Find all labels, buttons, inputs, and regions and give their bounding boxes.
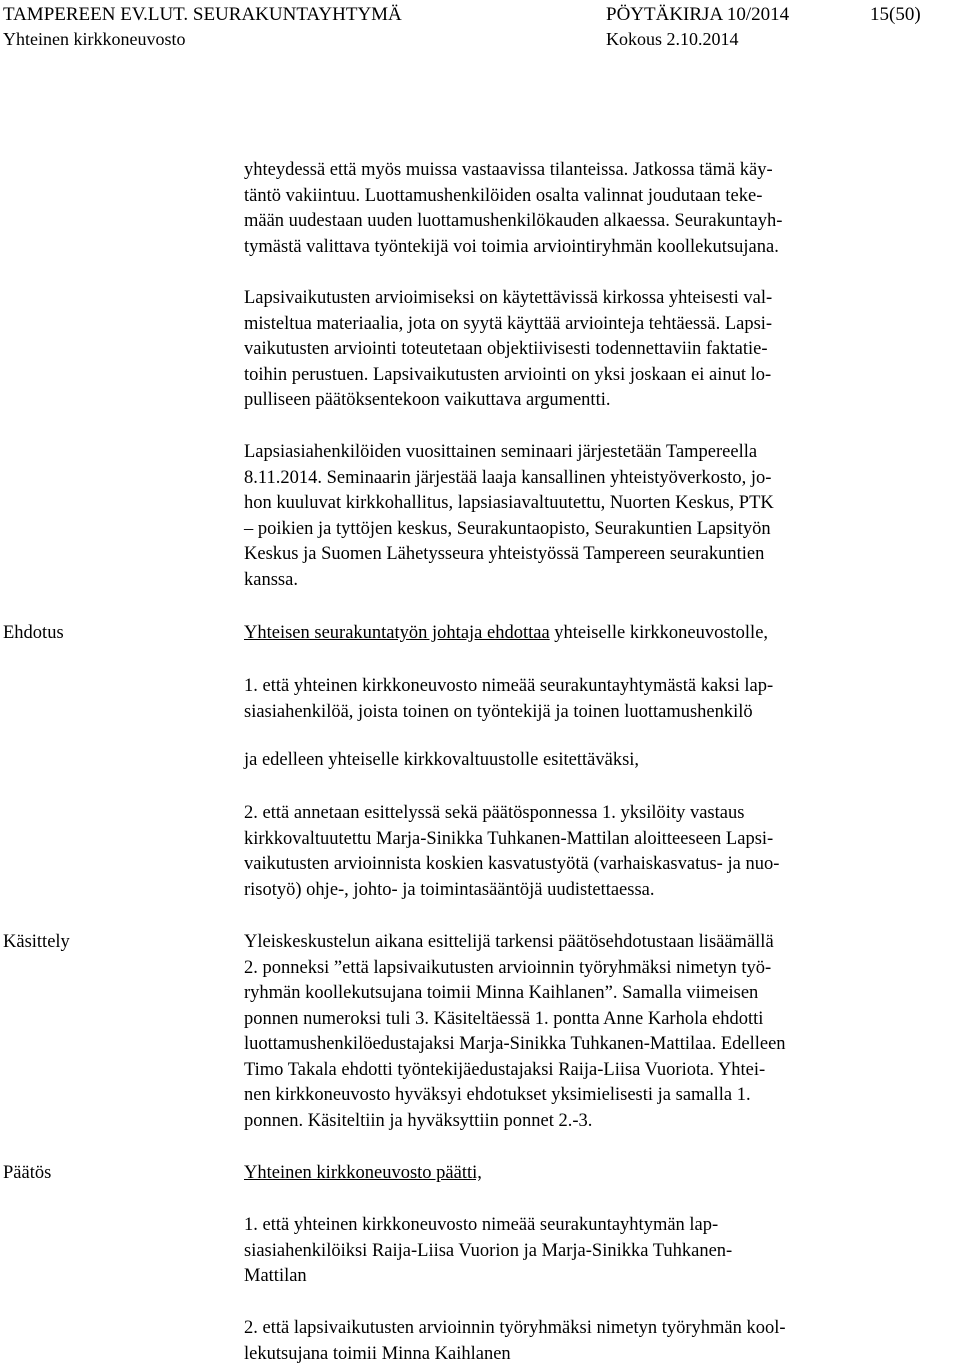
text-line: siasiahenkilöä, joista toinen on työntekijä ja toinen luottamushenkilö: [244, 701, 753, 722]
text-line: 8.11.2014. Seminaarin järjestää laaja kansallinen yhteistyöverkosto, jo-: [244, 467, 772, 488]
paragraph-3: [244, 440, 924, 593]
text-line: ja edelleen yhteiselle kirkkovaltuustolle esitettäväksi,: [244, 750, 640, 770]
text-line: kanssa.: [244, 569, 298, 590]
text-line: ponnen. Käsiteltiin ja hyväksyttiin ponnet 2.-3.: [244, 1110, 593, 1131]
text-line: 2. että lapsivaikutusten arvioinnin työryhmäksi nimetyn työryhmän kool-: [244, 1318, 786, 1338]
page-subheader: [0, 26, 960, 52]
text-line: misteltua materiaalia, jota on syytä käyttää arviointeja tehtäessä. Lapsi-: [244, 313, 773, 334]
paragraph-1: [244, 158, 924, 260]
text-line: Mattilan: [244, 1266, 307, 1286]
ehdotus-item-1: [244, 674, 924, 725]
text-line: Lapsivaikutusten arvioimiseksi on käytettävissä kirkossa yhteisesti val-: [244, 288, 773, 308]
text-line: mään uudestaan uuden luottamushenkilökauden alkaessa. Seurakuntayh-: [244, 211, 783, 231]
text-line: vaikutusten arvioinnista koskien kasvatustyötä (varhaiskasvatus- ja nuo-: [244, 854, 780, 874]
text-line: täntö vakiintuu. Luottamushenkilöiden osalta valinnat joudutaan teke-: [244, 185, 763, 206]
organization-name: TAMPEREEN EV.LUT. SEURAKUNTAYHTYMÄ: [3, 4, 402, 25]
ehdotus-item-2: [244, 801, 924, 903]
meeting-body: Yhteinen kirkkoneuvosto: [3, 29, 186, 49]
text-line: Timo Takala ehdotti työntekijäedustajaksi Raija-Liisa Vuoriota. Yhtei-: [244, 1059, 766, 1080]
paatos-item-2: [244, 1316, 924, 1367]
page-header: [0, 2, 960, 28]
text-line: nen kirkkoneuvosto hyväksyi ehdotukset yksimielisesti ja samalla 1.: [244, 1085, 751, 1105]
text-line: 1. että yhteinen kirkkoneuvosto nimeää seurakuntayhtymän lap-: [244, 1215, 719, 1235]
text-line: risotyö) ohje-, johto- ja toimintasääntöjä uudistettaessa.: [244, 879, 655, 900]
text-line: ponnen numeroksi tuli 3. Käsiteltäessä 1. pontta Anne Karhola ehdotti: [244, 1008, 764, 1029]
ehdotus-item-1b: [244, 748, 924, 774]
text-line: – poikien ja tyttöjen keskus, Seurakuntaopisto, Seurakuntien Lapsityön: [244, 518, 771, 539]
ehdotus-label: Ehdotus: [3, 623, 64, 643]
text-line: vaikutusten arviointi toteutetaan objektiivisesti todennettaviin faktatie-: [244, 339, 768, 359]
text-line: tymästä valittava työntekijä voi toimia arviointiryhmän koollekutsujana.: [244, 236, 779, 257]
text-line: 1. että yhteinen kirkkoneuvosto nimeää seurakuntayhtymästä kaksi lap-: [244, 676, 774, 696]
text-line: 2. ponneksi ”että lapsivaikutusten arvioinnin työryhmäksi nimetyn työ-: [244, 957, 772, 978]
paragraph-2: [244, 286, 924, 414]
proposer-underlined: Yhteisen seurakuntatyön johtaja ehdottaa: [244, 623, 550, 643]
paatos-intro: [244, 1161, 924, 1187]
text-line: pulliseen päätöksentekoon vaikuttava argumentti.: [244, 390, 611, 410]
kasittely-label: Käsittely: [3, 932, 70, 952]
page-number: 15(50): [870, 4, 921, 25]
text-line: 2. että annetaan esittelyssä sekä päätösponnessa 1. yksilöity vastaus: [244, 803, 745, 823]
text-line: kirkkovaltuutettu Marja-Sinikka Tuhkanen-Mattilan aloitteeseen Lapsi-: [244, 828, 774, 849]
decision-underlined: Yhteinen kirkkoneuvosto päätti,: [244, 1163, 482, 1183]
text-line: lekutsujana toimii Minna Kaihlanen: [244, 1343, 511, 1364]
ehdotus-intro: [244, 621, 924, 647]
text-line: Keskus ja Suomen Lähetysseura yhteistyössä Tampereen seurakuntien: [244, 544, 765, 564]
text-line: siasiahenkilöiksi Raija-Liisa Vuorion ja Marja-Sinikka Tuhkanen-: [244, 1240, 733, 1261]
text-line: Lapsiasiahenkilöiden vuosittainen seminaari järjestetään Tampereella: [244, 442, 758, 462]
kasittely-text: [244, 930, 924, 1134]
paatos-label: Päätös: [3, 1163, 52, 1183]
text-line: hon kuuluvat kirkkohallitus, lapsiasiavaltuutettu, Nuorten Keskus, PTK: [244, 493, 774, 513]
text-line: Yleiskeskustelun aikana esittelijä tarkensi päätösehdotustaan lisäämällä: [244, 932, 774, 952]
text-line: luottamushenkilöedustajaksi Marja-Sinikka Tuhkanen-Mattilaa. Edelleen: [244, 1034, 786, 1054]
meeting-date: Kokous 2.10.2014: [606, 29, 739, 49]
text-line: toihin perustuen. Lapsivaikutusten arviointi on yksi joskaan ei ainut lo-: [244, 364, 772, 385]
paatos-item-1: [244, 1213, 924, 1290]
document-title: PÖYTÄKIRJA 10/2014: [606, 4, 790, 25]
text-line: ryhmän koollekutsujana toimii Minna Kaihlanen”. Samalla viimeisen: [244, 983, 759, 1003]
proposer-rest: yhteiselle kirkkoneuvostolle,: [549, 623, 769, 643]
text-line: yhteydessä että myös muissa vastaavissa tilanteissa. Jatkossa tämä käy-: [244, 160, 773, 180]
